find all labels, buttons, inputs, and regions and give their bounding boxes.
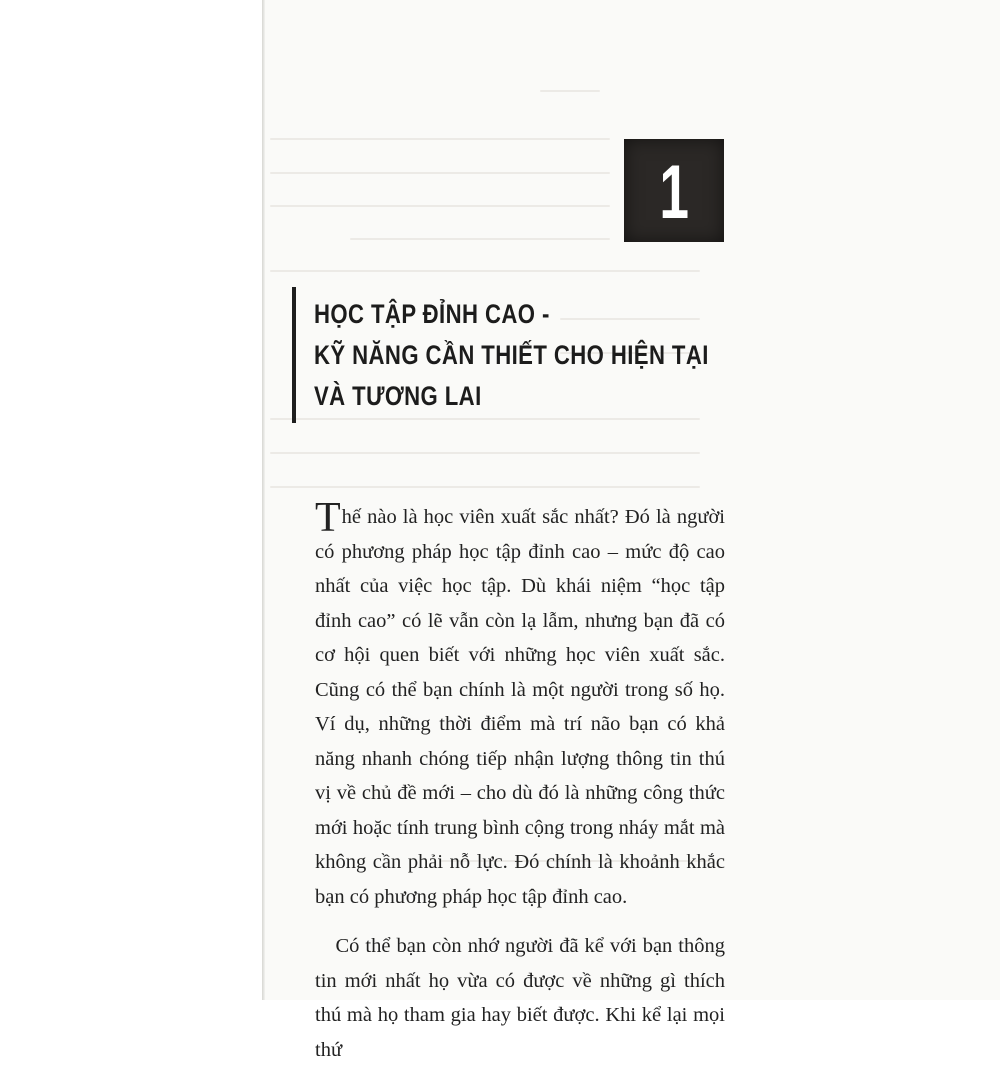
- paragraph-text: hế nào là học viên xuất sắc nhất? Đó là người có phương pháp học tập đỉnh cao – mức độ cao nhất của việc học tập. Dù khái niệm “học tập đỉnh cao” có lẽ vẫn còn lạ lẫm, nhưng bạn đã có cơ hội quen biết với những học viên xuất sắc. Cũng có thể bạn chính là một người trong số họ. Ví dụ, những thời điểm mà trí não bạn có khả năng nhanh chóng tiếp nhận lượng thông tin thú vị về chủ đề mới – cho dù đó là những công thức mới hoặc tính trung bình cộng trong nháy mắt mà không cần phải nỗ lực. Đó chính là khoảnh khắc bạn có phương pháp học tập đỉnh cao.: [315, 506, 725, 908]
- chapter-number-box: [624, 139, 724, 242]
- body-text: [315, 495, 725, 1067]
- title-accent-bar: [292, 287, 296, 423]
- chapter-title-line: HỌC TẬP ĐỈNH CAO -: [314, 299, 550, 329]
- chapter-title: [314, 294, 709, 417]
- chapter-title-line: KỸ NĂNG CẦN THIẾT CHO HIỆN TẠI: [314, 340, 709, 370]
- paragraph: [315, 495, 725, 914]
- paragraph-text: Có thể bạn còn nhớ người đã kể với bạn thông tin mới nhất họ vừa có được về những gì thích thú mà họ tham gia hay biết được. Khi kể lại mọi thứ: [315, 935, 725, 1061]
- paragraph: [315, 929, 725, 1067]
- chapter-title-line: VÀ TƯƠNG LAI: [314, 381, 482, 411]
- drop-cap: T: [315, 495, 341, 541]
- chapter-number: 1: [659, 149, 689, 235]
- page-fold: [262, 0, 265, 1000]
